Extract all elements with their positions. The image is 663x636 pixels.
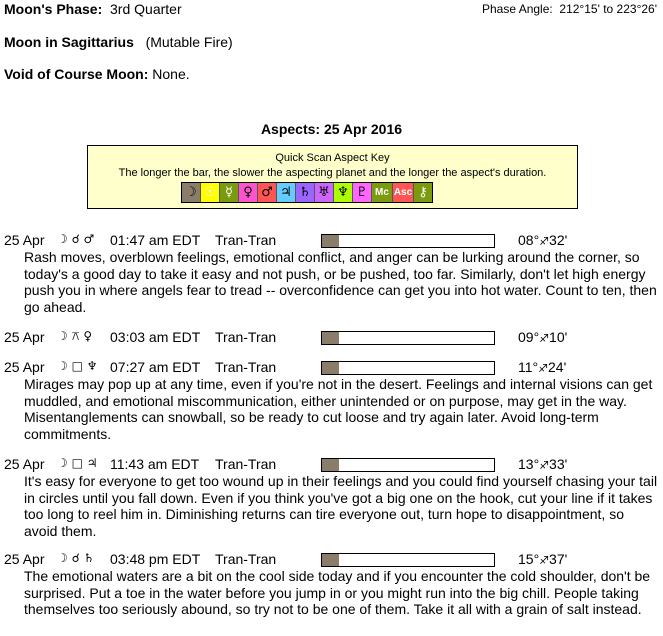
moon-sign [4, 34, 233, 50]
aspect-type: Tran-Tran [215, 551, 277, 567]
aspect-position-degree: 08° [518, 232, 540, 248]
aspect-date: 25 Apr [4, 551, 45, 567]
aspect-position-minute: 32' [549, 232, 568, 248]
aspect-time: 03:03 am EDT [110, 329, 201, 345]
aspect-duration-bar [321, 458, 495, 472]
aspect-position-minute: 37' [549, 551, 568, 567]
aspect-type: Tran-Tran [215, 359, 277, 375]
phase-angle-value: 212°15' to 223°26' [559, 2, 657, 16]
sagittarius-icon: ♐ [539, 554, 550, 567]
aspect-glyphs-icon: ☽ ⚻ ♀ [57, 329, 93, 343]
aspect-duration-bar-fill [322, 235, 339, 247]
aspect-duration-bar [321, 331, 495, 345]
key-ascendant-icon: Asc [393, 183, 414, 202]
aspect-header-line [0, 551, 663, 568]
key-moon-icon: ☽ [182, 183, 201, 202]
aspect-duration-bar [321, 361, 495, 375]
aspect-duration-bar-fill [322, 554, 339, 566]
sagittarius-icon: ♐ [539, 459, 550, 472]
key-venus-icon: ♀ [239, 183, 258, 202]
aspect-glyphs-icon: ☽ ☌ ♂ [57, 232, 95, 246]
aspect-position-degree: 15° [518, 551, 540, 567]
aspect-interpretation: It's easy for everyone to get too wound up in their feelings and you could find yourself chasing your tail in circles until you fall down. Even if you think you've got a big one on the hook, cut your line if it takes too long to reel him in. Diminishing returns can tire everyone out, turn hope to disappointment, so avoid them. [24, 473, 658, 539]
void-of-course [4, 66, 190, 82]
sagittarius-icon: ♐ [539, 332, 550, 345]
key-saturn-icon: ♄ [296, 183, 315, 202]
aspect-header-line [0, 232, 663, 249]
phase-angle [482, 2, 657, 16]
moon-phase [4, 1, 182, 17]
aspect-type: Tran-Tran [215, 456, 277, 472]
aspect-date: 25 Apr [4, 456, 45, 472]
voc-value: None. [152, 66, 190, 82]
aspect-header-line [0, 329, 663, 346]
aspect-interpretation: Mirages may pop up at any time, even if you're not in the desert. Feelings and internal visions can get muddled, and emotional miscommunication, either unintended or on purpose, may get in the way. Misentanglements can snowball, so be ready to cut loose and try again later. Avoid long-term commitments. [24, 376, 653, 442]
aspect-position-degree: 11° [518, 359, 539, 375]
aspect-time: 03:48 pm EDT [110, 551, 201, 567]
aspect-duration-bar [321, 234, 495, 248]
aspect-interpretation: The emotional waters are a bit on the cool side today and if you encounter the cold shoulder, don't be surprised. Put a toe in the water before you jump in or you might run into the big chill. People taking themselves too seriously abound, so try not to be one of them. Take it all with a grain of salt instead. [24, 568, 651, 617]
aspect-header-line [0, 359, 663, 376]
aspect-type: Tran-Tran [215, 329, 277, 345]
aspect-position [518, 551, 567, 567]
key-pluto-icon: ♇ [353, 183, 372, 202]
aspect-duration-bar-fill [322, 332, 339, 344]
aspect-time: 01:47 am EDT [110, 232, 201, 248]
aspect-position [518, 456, 567, 472]
aspect-date: 25 Apr [4, 329, 45, 345]
aspect-position [518, 232, 567, 248]
aspect-glyphs-icon: ☽ □ ♆ [57, 359, 98, 373]
key-neptune-icon: ♆ [334, 183, 353, 202]
moon-phase-label: Moon's Phase: [4, 1, 103, 17]
aspect-key-box [87, 145, 578, 209]
aspect-date: 25 Apr [4, 359, 45, 375]
key-sun-icon: ☉ [201, 183, 220, 202]
aspect-position-degree: 13° [518, 456, 540, 472]
key-uranus-icon: ♅ [315, 183, 334, 202]
aspect-entry [0, 232, 663, 315]
aspect-glyphs-icon: ☽ ☌ ♄ [57, 551, 95, 565]
aspect-type: Tran-Tran [215, 232, 277, 248]
aspects-title: Aspects: 25 Apr 2016 [260, 121, 403, 137]
aspect-position-minute: 33' [549, 456, 568, 472]
aspect-key-legend [181, 182, 433, 203]
aspect-duration-bar-fill [322, 362, 339, 374]
voc-label: Void of Course Moon: [4, 66, 149, 82]
aspect-position [518, 359, 566, 375]
aspect-position-minute: 24' [548, 359, 567, 375]
phase-angle-label: Phase Angle: [482, 2, 553, 16]
aspect-header-line [0, 456, 663, 473]
aspect-duration-bar-fill [322, 459, 339, 471]
aspect-glyphs-icon: ☽ □ ♃ [57, 456, 98, 470]
key-mercury-icon: ☿ [220, 183, 239, 202]
aspect-date: 25 Apr [4, 232, 45, 248]
aspect-duration-bar [321, 553, 495, 567]
aspect-position [518, 329, 567, 345]
moon-sign-quality: (Mutable Fire) [145, 34, 233, 50]
sagittarius-icon: ♐ [539, 235, 550, 248]
aspect-entry [0, 329, 663, 346]
aspect-time: 07:27 am EDT [110, 359, 201, 375]
aspect-time: 11:43 am EDT [110, 456, 200, 472]
aspect-entry [0, 456, 663, 539]
key-mars-icon: ♂ [258, 183, 277, 202]
aspect-entry [0, 359, 663, 442]
aspect-interpretation: Rash moves, overblown feelings, emotional conflict, and anger can be lurking around the corner, so today's a good day to take it easy and not push, or be pushed, too far. Similarly, don't let high energy push you in where angels fear to tread -- overconfidence can get you into hot water. Count to ten, then go ahead. [24, 249, 657, 315]
key-midheaven-icon: Mc [372, 183, 393, 202]
sagittarius-icon: ♐ [538, 362, 549, 375]
moon-phase-value: 3rd Quarter [110, 1, 182, 17]
aspect-entry [0, 551, 663, 618]
key-chiron-icon: ⚷ [414, 183, 432, 202]
aspect-key-title: Quick Scan Aspect Key [275, 152, 390, 164]
aspect-key-description: The longer the bar, the slower the aspecting planet and the longer the aspect's duration. [118, 167, 547, 179]
aspect-position-minute: 10' [549, 329, 568, 345]
key-jupiter-icon: ♃ [277, 183, 296, 202]
moon-sign-label: Moon in Sagittarius [4, 34, 134, 50]
aspect-position-degree: 09° [518, 329, 540, 345]
